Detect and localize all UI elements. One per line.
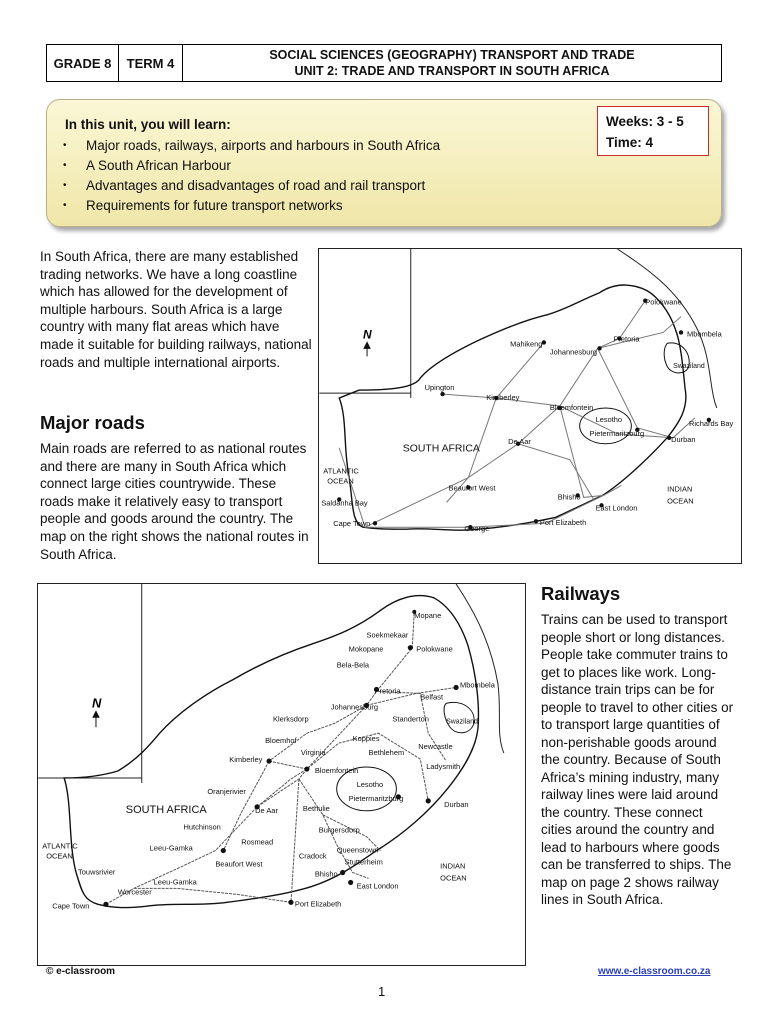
label-pietermaritzburg: Pietermaritzburg (348, 793, 404, 803)
label-rosmead: Rosmead (241, 837, 274, 847)
railways-paragraph: Trains can be used to transport people short or long distances. People take commuter trains to get to places like work. Long-distance train trips can be for people to travel to other cities or to transport large quantities of non-perishable goods around the country. Because of South Africa’s mining industry, many railway lines were laid around the country. These connect cities around the country and lead to harbours where goods can be transferred to ships. The map on page 2 shows railway lines in South Africa. (541, 612, 734, 907)
label-lesotho: Lesotho (595, 414, 623, 424)
label-oranjerivier: Oranjerivier (207, 786, 246, 796)
railways-map (37, 583, 526, 966)
rail-map-svg (38, 584, 525, 965)
atlantic-label-line1: ATLANTIC (323, 466, 359, 476)
indian-label-line2: OCEAN (667, 496, 694, 506)
label-east-london: East London (356, 881, 399, 891)
weeks-label: Weeks: 3 - 5 (606, 114, 684, 129)
list-item-text: A South African Harbour (86, 158, 231, 173)
label-durban: Durban (444, 799, 469, 809)
learning-outcomes-list (63, 136, 440, 216)
city-dot (597, 346, 601, 350)
rail-line (291, 779, 299, 902)
time-label: Time: 4 (606, 135, 654, 150)
bullet-icon: • (63, 160, 67, 171)
copyright-label: © e-classroom (46, 966, 116, 977)
label-east-london: East London (595, 503, 638, 513)
label-johannesburg: Johannesburg (549, 347, 598, 357)
label-burgersdorp: Burgersdorp (318, 825, 360, 835)
label-kimberley: Kimberley (229, 755, 263, 765)
atlantic-label-line2: OCEAN (327, 476, 354, 486)
label-mokopane: Mokopane (348, 644, 384, 654)
city-dot (408, 645, 413, 650)
label-hutchinson: Hutchinson (183, 822, 221, 832)
label-polokwane: Polokwane (645, 297, 682, 307)
lesotho-border (580, 408, 632, 444)
south-africa-outline (64, 596, 478, 908)
label-george: George (464, 524, 490, 534)
label-cradock: Cradock (298, 851, 327, 861)
city-dot (340, 870, 345, 875)
label-bethulie: Bethulie (302, 803, 330, 813)
label-bethlehem: Bethlehem (368, 748, 405, 758)
label-newcastle: Newcastle (418, 742, 453, 752)
label-standerton: Standerton (392, 714, 429, 724)
learning-outcomes-title: In this unit, you will learn: (65, 117, 231, 132)
list-item (63, 156, 440, 176)
rail-line (134, 888, 291, 902)
label-touwsrivier: Touwsrivier (78, 867, 116, 877)
label-leeu-gamka-south: Leeu-Gamka (153, 877, 197, 887)
label-beaufort-west: Beaufort West (448, 483, 496, 493)
label-richards-bay: Richards Bay (688, 418, 734, 428)
label-bloemfontein: Bloemfontein (549, 402, 594, 412)
label-pietermaritzburg: Pietermaritzburg (589, 428, 645, 438)
indian-label-line1: INDIAN (440, 861, 466, 871)
label-bhisho: Bhisho (314, 869, 338, 879)
city-dot (679, 330, 683, 334)
indian-label-line1: INDIAN (667, 484, 693, 494)
city-dot (266, 758, 271, 763)
city-dot (453, 685, 458, 690)
list-item (63, 136, 440, 156)
label-ladysmith: Ladysmith (426, 762, 461, 772)
label-port-elizabeth: Port Elizabeth (294, 899, 342, 909)
north-arrow-icon (92, 695, 102, 727)
list-item (63, 176, 440, 196)
city-dot (288, 900, 293, 905)
country-label: SOUTH AFRICA (125, 803, 207, 816)
major-roads-heading: Major roads (40, 412, 145, 433)
road-line (339, 448, 365, 527)
city-dot (534, 519, 538, 523)
label-cape-town: Cape Town (52, 901, 90, 911)
atlantic-label-line2: OCEAN (46, 851, 73, 861)
label-de-aar: De Aar (508, 436, 531, 446)
website-link[interactable]: www.e-classroom.co.za (598, 966, 711, 977)
city-dot (348, 880, 353, 885)
city-dots (103, 610, 461, 907)
list-item-text: Advantages and disadvantages of road and rail transport (86, 178, 426, 193)
grade-label: GRADE 8 (47, 45, 119, 81)
national-roads-map (318, 248, 742, 564)
major-roads-paragraph: Main roads are referred to as national routes and there are many in South Africa which connect large cities countrywide. These roads make it relatively easy to transport people and goods around the country. The map on the right shows the national routes in South Africa. (40, 441, 309, 562)
label-durban: Durban (671, 434, 696, 444)
south-africa-outline (339, 285, 686, 530)
label-worcester: Worcester (117, 887, 152, 897)
unit-title-line1: SOCIAL SCIENCES (GEOGRAPHY) TRANSPORT AND TRADE (269, 48, 635, 62)
label-upington: Upington (424, 383, 455, 393)
label-bela-bela: Bela-Bela (336, 660, 370, 670)
learning-outcomes-box (46, 99, 722, 227)
city-dot (103, 902, 108, 907)
label-mbombela: Mbombela (687, 329, 722, 339)
label-beaufort-west: Beaufort West (215, 859, 263, 869)
label-soekmekaar: Soekmekaar (366, 630, 409, 640)
bullet-icon: • (63, 200, 67, 211)
north-label: N (91, 695, 102, 711)
label-koppies: Koppies (352, 734, 380, 744)
city-dot (373, 521, 377, 525)
railways-heading: Railways (541, 583, 621, 604)
label-bloemhof: Bloemhof (265, 736, 297, 746)
country-label: SOUTH AFRICA (402, 443, 480, 455)
unit-title (183, 45, 721, 81)
city-dot (221, 848, 226, 853)
label-kimberley: Kimberley (486, 393, 520, 403)
list-item (63, 196, 440, 216)
atlantic-label-line1: ATLANTIC (42, 841, 78, 851)
border-line (456, 584, 504, 753)
road-line (595, 348, 695, 437)
label-klerksdorp: Klerksdorp (273, 714, 309, 724)
national-roads (339, 301, 695, 528)
label-bloemfontein: Bloemfontein (314, 766, 359, 776)
road-map-svg (319, 249, 741, 563)
city-dot (426, 798, 431, 803)
page-number: 1 (378, 984, 386, 999)
unit-title-line2: UNIT 2: TRADE AND TRANSPORT IN SOUTH AFRICA (294, 64, 610, 78)
road-line (447, 342, 544, 502)
weeks-time-box (597, 106, 709, 156)
label-mbombela: Mbombela (460, 680, 495, 690)
north-arrow-icon (363, 327, 372, 356)
city-dot (440, 392, 444, 396)
unit-header (46, 44, 722, 82)
label-swaziland: Swaziland (446, 718, 478, 726)
label-mahikeng: Mahikeng (510, 339, 543, 349)
label-johannesburg: Johannesburg (330, 702, 378, 712)
label-port-elizabeth: Port Elizabeth (539, 518, 587, 528)
label-stutterheim: Stutterheim (344, 857, 383, 867)
label-leeu-gamka-north: Leeu-Gamka (149, 843, 193, 853)
list-item-text: Major roads, railways, airports and harbours in South Africa (86, 138, 441, 153)
label-saldanha-bay: Saldanha Bay (321, 498, 368, 508)
city-dot (304, 766, 309, 771)
label-lesotho: Lesotho (356, 779, 384, 789)
label-belfast: Belfast (420, 692, 444, 702)
label-cape-town: Cape Town (333, 519, 371, 529)
label-pretoria: Pretoria (374, 686, 401, 696)
label-pretoria: Pretoria (613, 334, 640, 344)
indian-label-line2: OCEAN (440, 873, 467, 883)
label-polokwane: Polokwane (416, 644, 453, 654)
intro-paragraph: In South Africa, there are many established trading networks. We have a long coastline which has allowed for the development of multiple harbours. South Africa is a large country with many flat areas which have made it suitable for building railways, national roads and multiple international airports. (40, 249, 312, 370)
north-label: N (363, 327, 372, 342)
list-item-text: Requirements for future transport networks (86, 198, 343, 213)
label-mopane: Mopane (414, 610, 442, 620)
label-swaziland: Swaziland (673, 363, 705, 371)
bullet-icon: • (63, 140, 67, 151)
term-label: TERM 4 (119, 45, 183, 81)
city-dots (337, 298, 711, 529)
label-bhisho: Bhisho (557, 492, 581, 502)
label-de-aar: De Aar (255, 805, 278, 815)
label-queenstown: Queenstown (336, 845, 379, 855)
rail-line (257, 769, 307, 807)
label-virginia: Virginia (300, 748, 326, 758)
bullet-icon: • (63, 180, 67, 191)
